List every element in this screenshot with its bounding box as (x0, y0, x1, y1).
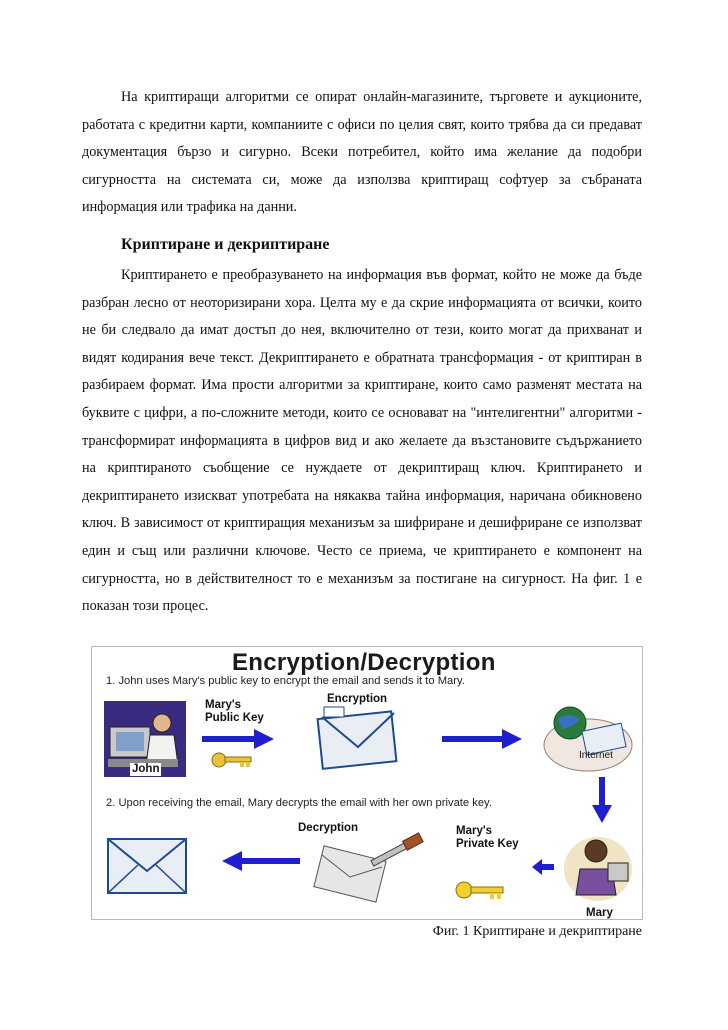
label-internet: Internet (579, 750, 613, 761)
arrow-down-icon (592, 777, 612, 823)
arrow-right-icon (442, 729, 522, 749)
decrypted-envelope-icon (104, 835, 190, 899)
figure-caption: Фиг. 1 Криптиране и декриптиране (432, 924, 642, 939)
arrow-left-icon (222, 851, 300, 871)
label-mary: Mary (586, 907, 613, 919)
label-decryption: Decryption (298, 822, 359, 834)
private-key-icon (454, 877, 506, 903)
arrow-left-small-icon (532, 859, 554, 875)
decryption-envelope-icon (292, 833, 432, 903)
label-encryption: Encryption (327, 693, 388, 705)
figure-title: Encryption/Decryption (232, 649, 496, 676)
label-public-key: Mary's Public Key (205, 699, 264, 724)
figure-step-1: 1. John uses Mary's public key to encrypt the email and sends it to Mary. (106, 675, 465, 687)
paragraph-body: Криптирането е преобразуването на информация във формат, който не може да бъде разбран лесно от неоторизирани хора. Целта му е да скрие информацията от всички, които не би следвало да имат достъп до нея, включително от тези, които могат да прихванат и видят кодирания вече текст. Декриптирането е обратната трансформация - от криптиран в разбираем формат. Има прости алгоритми за криптиране, които само разменят местата на буквите с цифри, а по-сложните методи, които се основават на "интелигентни" алгоритми - трансформират информацията в цифров вид и ако желаете да възстановите съдържанието на криптираното съобщение се нуждаете от декриптиращ ключ. Криптирането и декриптирането изискват употребата на някаква тайна информация, наричана обикновено ключ. В зависимост от криптиращия механизъм за шифриране и дешифриране се използват един и същ или различни ключове. Често се приема, че криптирането е компонент на сигурността, но в действителност то е механизъм за постигане на сигурност. На фиг. 1 е показан този процес. (82, 267, 642, 615)
mary-computer-icon (562, 829, 634, 903)
figure-step-2: 2. Upon receiving the email, Mary decrypts the email with her own private key. (106, 797, 492, 809)
encrypted-envelope-icon (318, 707, 398, 773)
paragraph-intro: На криптиращи алгоритми се опират онлайн-магазините, търговете и аукционите, работата с кредитни карти, компаниите с офиси по целия свят, които трябва да си предават документация бързо и сигурно. Всеки потребител, който има желание да подобри сигурността на системата си, може да използва криптиращ софтуер за събраната информация или трафика на данни. (82, 89, 642, 216)
label-private-key: Mary's Private Key (456, 825, 519, 850)
internet-cloud-icon (540, 697, 636, 777)
public-key-icon (210, 749, 254, 771)
section-heading: Криптиране и декриптиране (121, 236, 330, 253)
arrow-right-icon (202, 729, 274, 749)
label-john: John (132, 763, 160, 775)
figure-encryption-diagram (91, 646, 643, 920)
